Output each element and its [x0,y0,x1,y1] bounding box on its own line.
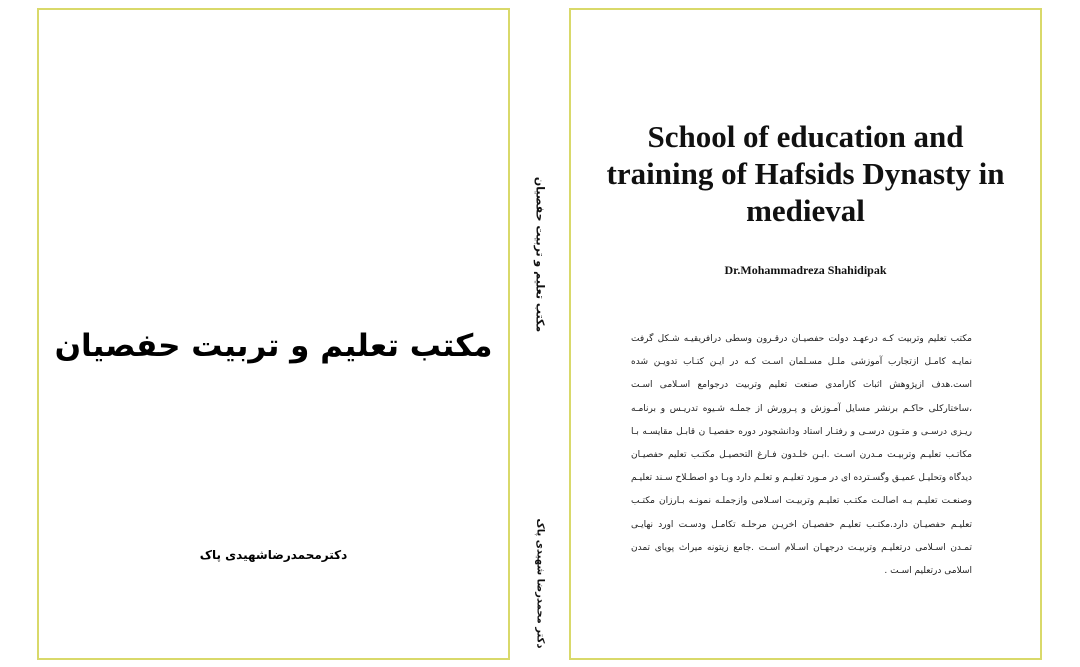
front-cover-author: دکترمحمدرضاشهیدی پاک [199,548,348,562]
book-spine [512,8,567,660]
front-cover [37,8,510,660]
spine-title: مکتب تعلیم و تربیت حفصیان [533,176,546,333]
back-cover [569,8,1042,660]
back-cover-title: School of education and training of Hafsids Dynasty in medieval [606,119,1005,228]
spine-author: دکتر محمدرضا شهیدی پاک [534,518,545,649]
back-cover-author: Dr.Mohammadreza Shahidipak [724,263,887,277]
back-cover-blurb: مکتب تعلیم وتربیت کـه درعهـد دولت حفصیـان درقـرون وسطی درافریقیـه شـکل گرفت نمایـه کامـل ازتجارب آموزشی ملـل مسـلمان اسـت کـه در ایـن کتـاب تدویـن شده است.هدف ازپژوهش اثبات کارامدی صنعت تعلیم وتربیت درجوامع اسـلامی اسـت ،ساختارکلی حاکـم برنشر مسایل آمـوزش و پـرورش از جملـه شـیوه تدریـس و برنامـه ریـزی درسـی و متـون درسـی و رفتـار استاد ودانشجودر دوره حفصیـا ن قابـل مقایسـه بـا مکاتـب تعلیـم وتربیـت مـدرن اسـت .ابـن خلـدون فـارغ التحصیـل مکتـب تعلیم حفصیـان دیدگاه وتحلیـل عمیـق وگسـترده ای در مـورد تعلیـم و تعلـم دارد وبـا دو اصطـلاح سـند تعلیـم وصنعـت تعلیـم بـه اصالـت مکتـب تعلیـم وتربیـت اسـلامی وازجملـه نمونـه بـارزان مکتـب تعلیـم حفصیـان دارد.مکتـب تعلیـم حفصیـان اخریـن مرحلـه تکامـل ودسـت اورد نهایـی تمـدن اسـلامی درتعلیـم وتربیـت درجهـان اسـلام اسـت .جامع زیتونه میراث پویای تمدن اسلامی درتعلیم اسـت . [631,334,972,577]
front-cover-title: مکتب تعلیم و تربیت حفصیان [54,328,493,364]
